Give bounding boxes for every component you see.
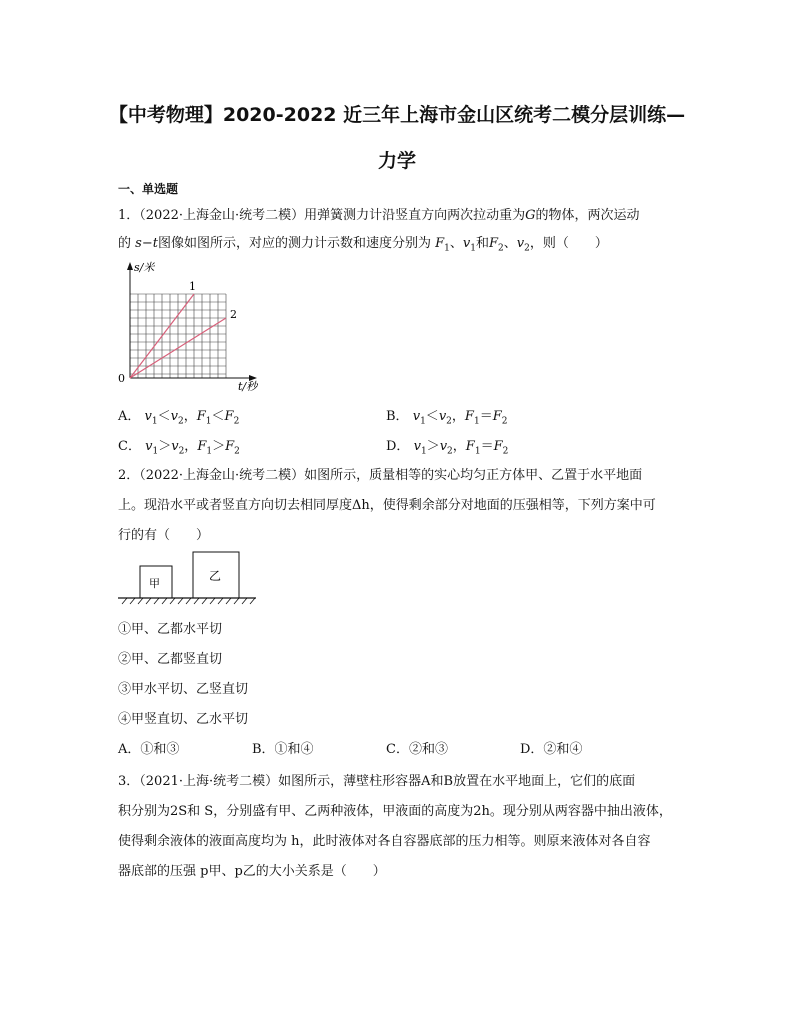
page-title-line2: 力学	[377, 150, 416, 172]
q1-option-b[interactable]: B． $v_1<v_2$，$F_1=F_2$	[386, 409, 508, 427]
block-jia-label: 甲	[149, 577, 160, 590]
q2-option-c[interactable]: C．②和③	[386, 742, 448, 757]
line2-label: 2	[230, 308, 237, 321]
q1-option-c[interactable]: C． $v_1>v_2$，$F_1>F_2$	[118, 439, 240, 457]
y-axis-label: s/米	[134, 261, 155, 274]
origin-label: 0	[118, 372, 125, 385]
q1-number: 1．	[118, 208, 140, 223]
block-yi-label: 乙	[209, 569, 222, 583]
q2-source: （2022·上海金山·统考二模）	[139, 468, 305, 483]
q2-choice-1: ①甲、乙都水平切	[118, 622, 223, 637]
section-heading: 一、单选题	[118, 182, 179, 196]
q2-number: 2．	[118, 468, 140, 483]
q3-number: 3．	[118, 774, 140, 789]
line1-label: 1	[189, 280, 196, 293]
q2-choice-4: ④甲竖直切、乙水平切	[118, 712, 249, 727]
blocks-figure	[118, 550, 258, 606]
q3-line3: 使得剩余液体的液面高度均为 h，此时液体对各自容器底部的压力相等。则原来液体对各自容	[118, 834, 651, 849]
ground-hatch	[122, 598, 255, 604]
q3-source: （2021·上海·统考二模）	[139, 774, 279, 789]
page-title-line1: 【中考物理】2020-2022 近三年上海市金山区统考二模分层训练—	[108, 104, 686, 126]
q2-line2: 上。现沿水平或者竖直方向切去相同厚度Δh，使得剩余部分对地面的压强相等，下列方案中可	[118, 498, 656, 513]
q2-choice-2: ②甲、乙都竖直切	[118, 652, 223, 667]
q3-line4: 器底部的压强 p甲、p乙的大小关系是（ ）	[118, 864, 386, 879]
q1-line1: 1．（2022·上海金山·统考二模）用弹簧测力计沿竖直方向两次拉动重为G的物体，两次运动	[118, 208, 640, 223]
q3-line1: 3．（2021·上海·统考二模）如图所示，薄壁柱形容器A和B放置在水平地面上，它们的底面	[118, 774, 636, 789]
q2-option-b[interactable]: B．①和④	[252, 742, 314, 757]
q1-option-d[interactable]: D． $v_1>v_2$，$F_1=F_2$	[386, 439, 509, 457]
q1-line2: 的 s−t图像如图所示，对应的测力计示数和速度分别为 $F_1$、$v_1$和$F_2$、$v_2$，则（ ）	[118, 236, 608, 254]
q1-option-a[interactable]: A． $v_1<v_2$，$F_1<F_2$	[118, 409, 240, 427]
q2-option-a[interactable]: A．①和③	[118, 742, 180, 757]
grid	[130, 294, 226, 378]
q2-line3: 行的有（ ）	[118, 528, 210, 543]
q3-line2: 积分别为2S和 S，分别盛有甲、乙两种液体，甲液面的高度为2h。现分别从两容器中抽出液体，	[118, 804, 672, 819]
q2-choice-3: ③甲水平切、乙竖直切	[118, 682, 249, 697]
q1-source: （2022·上海金山·统考二模）	[139, 208, 305, 223]
st-graph	[112, 258, 282, 393]
x-axis-label: t/秒	[238, 380, 258, 393]
q2-line1: 2．（2022·上海金山·统考二模）如图所示，质量相等的实心均匀正方体甲、乙置于水平地面	[118, 468, 643, 483]
y-axis-arrow	[127, 262, 133, 270]
q2-option-d[interactable]: D．②和④	[520, 742, 583, 757]
